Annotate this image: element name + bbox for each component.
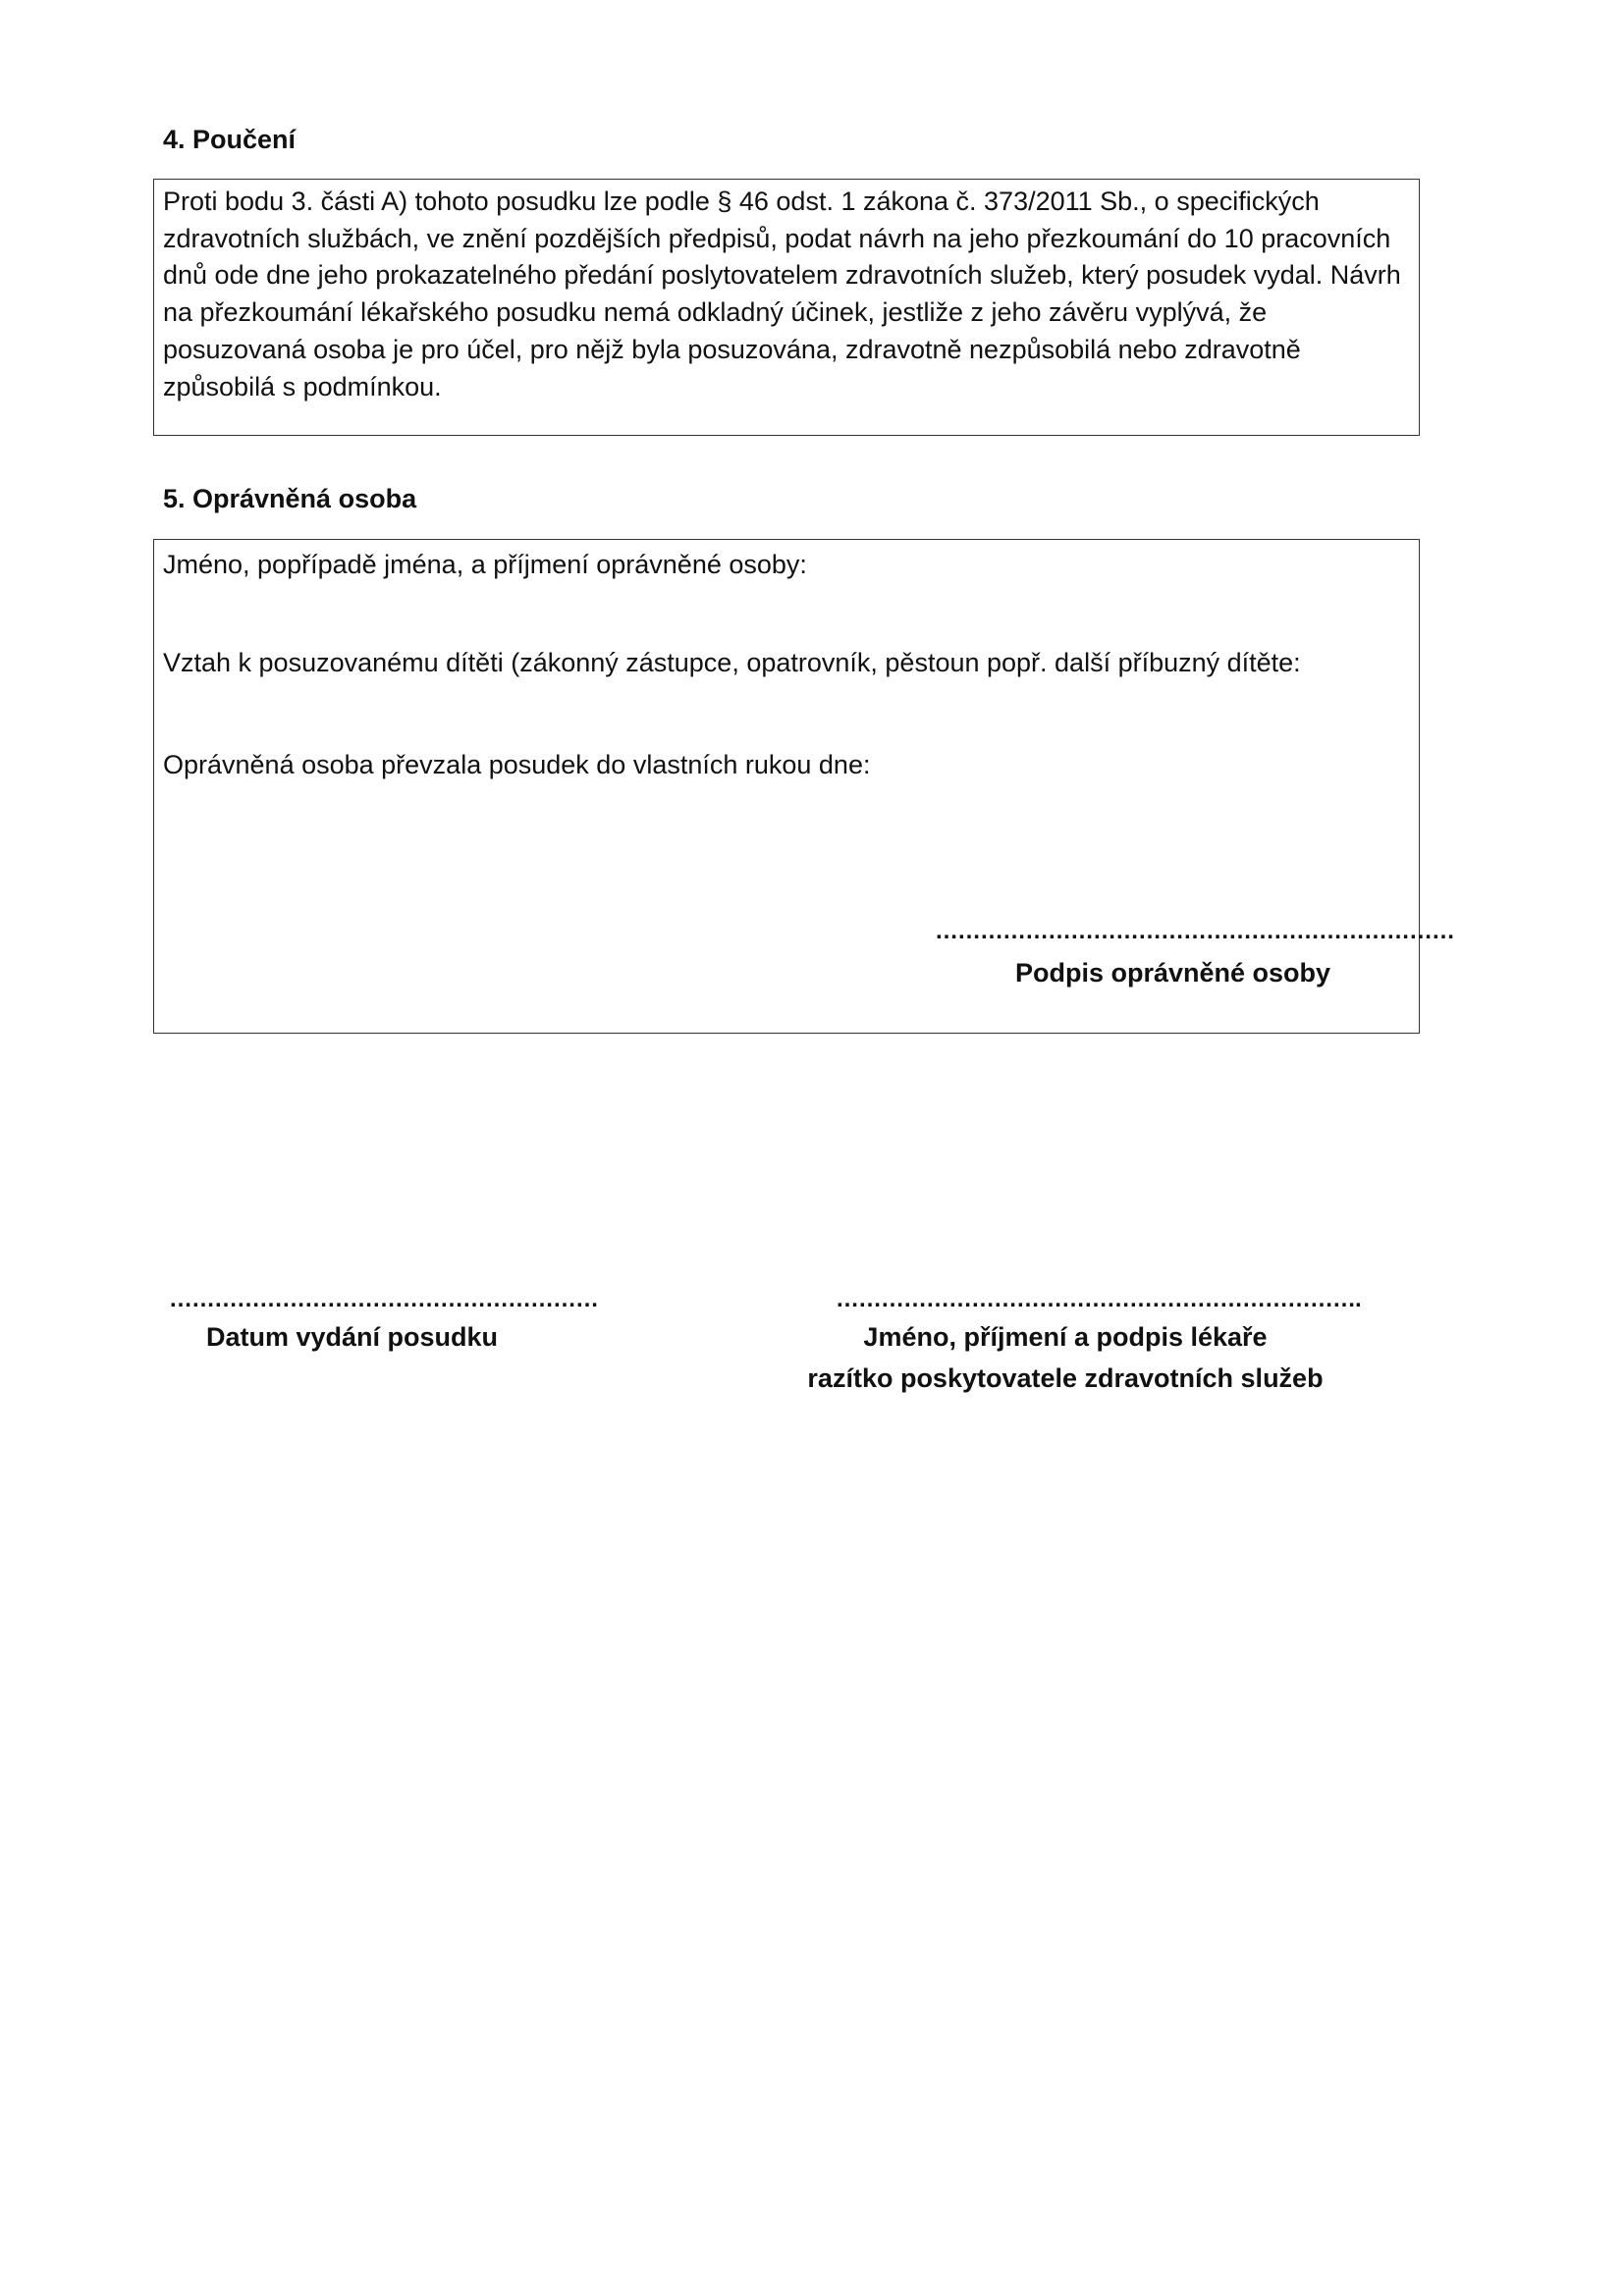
relation-label: Vztah k posuzovanému dítěti (zákonný zástupce, opatrovník, pěstoun popř. další příbuzný dítěte: bbox=[163, 648, 1301, 677]
name-label: Jméno, popřípadě jména, a příjmení oprávněné osoby: bbox=[163, 550, 807, 579]
doctor-signature-line: ……………………………………………………………. bbox=[836, 1286, 1361, 1312]
signature-label: Podpis oprávněné osoby bbox=[1015, 958, 1331, 988]
doctor-signature-label: Jméno, příjmení a podpis lékaře bbox=[863, 1322, 1268, 1352]
instruction-box bbox=[153, 179, 1420, 436]
signature-line: …………………………………………………………… bbox=[935, 918, 1454, 944]
section-4-heading: 4. Poučení bbox=[163, 125, 297, 154]
section-5-heading: 5. Oprávněná osoba bbox=[163, 484, 417, 513]
authorized-person-box bbox=[153, 539, 1454, 1034]
issue-date-label: Datum vydání posudku bbox=[206, 1322, 499, 1352]
provider-stamp-label: razítko poskytovatele zdravotních služeb bbox=[807, 1363, 1324, 1393]
received-date-label: Oprávněná osoba převzala posudek do vlastních rukou dne: bbox=[163, 750, 871, 779]
instruction-text: Proti bodu 3. části A) tohoto posudku lze podle § 46 odst. 1 zákona č. 373/2011 Sb., o specifických zdravotních službách, ve znění pozdějších předpisů, podat návrh na jeho přezkoumání do 10 pracovních dnů ode dne jeho prokazatelného předání poslytovatelem zdravotních služeb, který posudek vydal. Návrh na přezkoumání lékařského posudku nemá odkladný účinek, jestliže z jeho závěru vyplývá, že posuzovaná osoba je pro účel, pro nějž byla posuzována, zdravotně nezpůsobilá nebo zdravotně způsobilá s podmínkou. bbox=[163, 187, 1401, 401]
issue-date-line: ………………………………………………… bbox=[169, 1286, 598, 1312]
